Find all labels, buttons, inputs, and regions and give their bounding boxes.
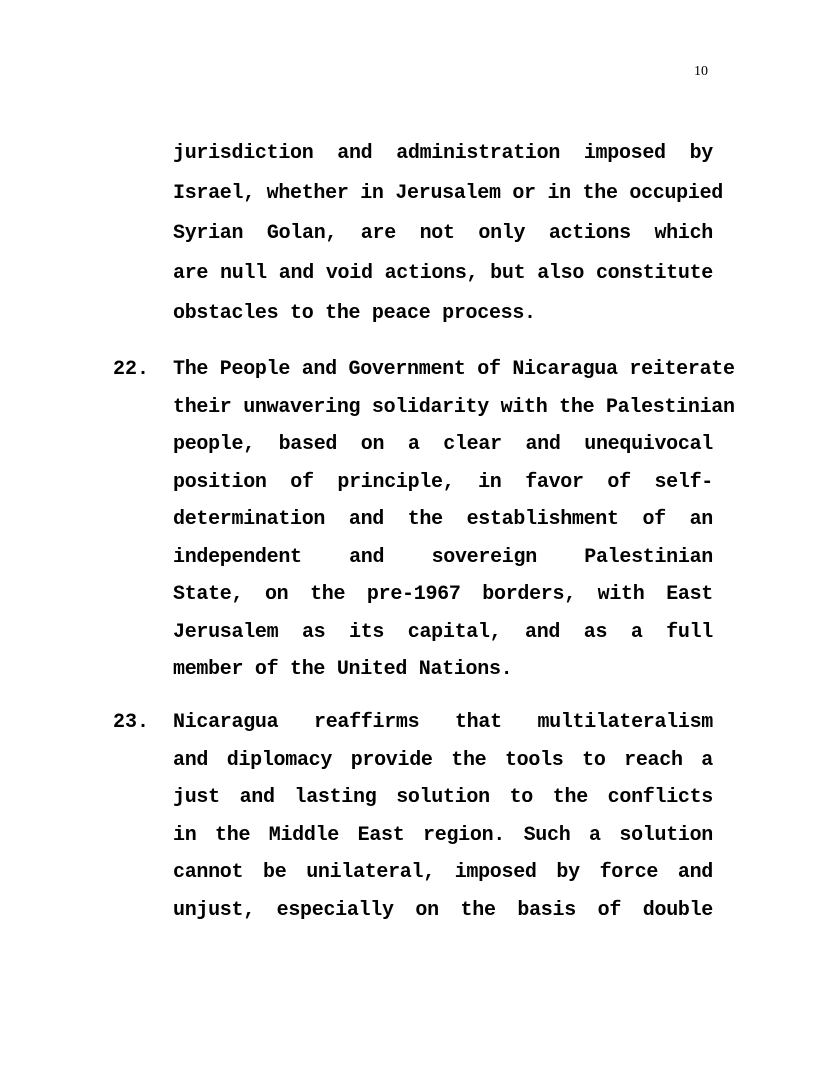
page-number: 10 xyxy=(694,64,708,79)
text-line: unjust, especially on the basis of double xyxy=(173,899,713,922)
text-line: State, on the pre-1967 borders, with East xyxy=(173,583,713,606)
text-line: Nicaragua reaffirms that multilateralism xyxy=(173,711,713,734)
text-line: their unwavering solidarity with the Palestinian xyxy=(173,396,735,419)
text-line: are null and void actions, but also constitute xyxy=(173,262,713,285)
text-line: determination and the establishment of an xyxy=(173,508,713,531)
text-line: jurisdiction and administration imposed by xyxy=(173,142,713,165)
text-line: independent and sovereign Palestinian xyxy=(173,546,713,569)
paragraph-number: 23. xyxy=(113,711,150,734)
text-line: in the Middle East region. Such a solution xyxy=(173,824,713,847)
text-line: just and lasting solution to the conflicts xyxy=(173,786,713,809)
text-line: people, based on a clear and unequivocal xyxy=(173,433,713,456)
text-line: The People and Government of Nicaragua reiterate xyxy=(173,358,735,381)
text-line: and diplomacy provide the tools to reach a xyxy=(173,749,713,772)
text-line: Israel, whether in Jerusalem or in the occupied xyxy=(173,182,723,205)
text-line: Jerusalem as its capital, and as a full xyxy=(173,621,713,644)
paragraph-number: 22. xyxy=(113,358,150,381)
text-line: cannot be unilateral, imposed by force and xyxy=(173,861,713,884)
text-line: member of the United Nations. xyxy=(173,658,513,681)
text-line: obstacles to the peace process. xyxy=(173,302,536,325)
text-line: position of principle, in favor of self- xyxy=(173,471,713,494)
text-line: Syrian Golan, are not only actions which xyxy=(173,222,713,245)
